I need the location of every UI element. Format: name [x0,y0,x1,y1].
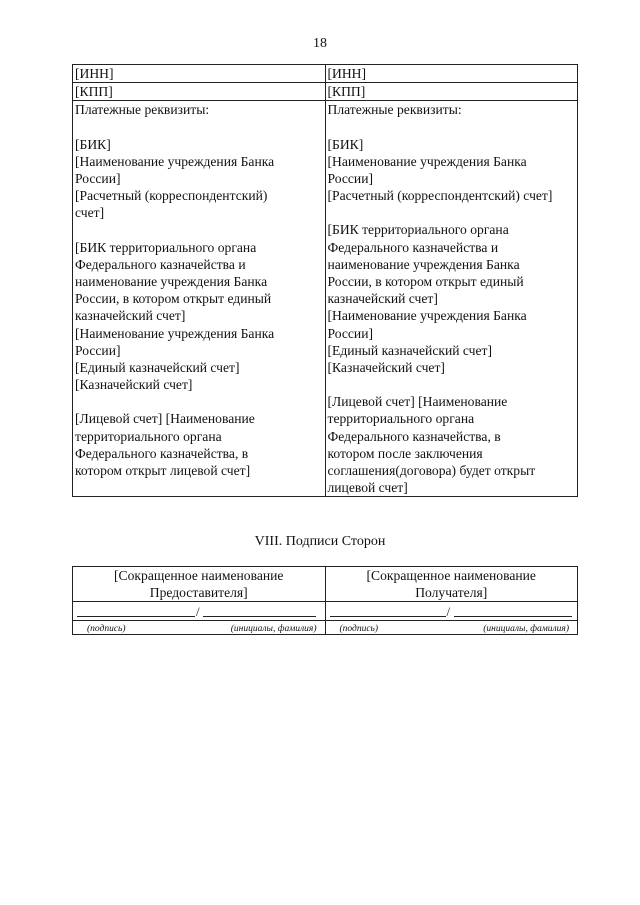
left-signatory-name [73,567,326,602]
left-signature-field[interactable] [73,602,326,621]
signatures-table [72,566,578,635]
right-line: лицевой счет] [327,480,408,496]
left-line: России] [75,171,121,187]
right-name-line2: Получателя] [415,585,488,600]
left-kpp: [КПП] [75,84,113,100]
slash: / [196,604,200,619]
signature-names-row [73,567,578,602]
left-line: наименование учреждения Банка [75,274,268,290]
page-number: 18 [313,36,327,51]
right-signature-field[interactable] [325,602,578,621]
signature-caption: (подпись) [87,624,126,634]
right-line: наименование учреждения Банка [327,256,520,272]
left-line: котором открыт лицевой счет] [75,463,251,479]
left-line: Федерального казначейства и [75,256,246,272]
left-line: России, в котором открыт единый [75,291,272,307]
left-inn: [ИНН] [75,66,114,81]
right-line: казначейский счет] [327,291,438,307]
right-line: [Единый казначейский счет] [327,342,492,358]
left-line: [Казначейский счет] [75,377,193,393]
spacer [75,222,323,239]
right-line: России] [327,325,374,341]
spacer [328,204,576,221]
left-line: счет] [75,205,105,221]
right-kpp-cell [325,83,578,101]
left-name-line2: Предоставителя] [149,585,248,600]
signature-caption: (подпись) [339,624,379,634]
right-name-line1: [Сокращенное наименование [366,568,536,583]
right-line: Федерального казначейства, в [327,428,501,444]
spacer [328,119,576,136]
right-line: [БИК] [327,136,364,152]
left-payment-header: Платежные реквизиты: [75,102,210,118]
left-line: [Единый казначейский счет] [75,360,240,376]
right-signatory-name [325,567,578,602]
right-line: соглашения(договора) будет открыт [327,463,536,479]
right-line: России] [327,171,374,187]
requisites-table [72,64,578,497]
right-line: [Лицевой счет] [Наименование [327,394,508,410]
right-line: котором после заключения [327,445,483,461]
left-line: России] [75,342,121,358]
signature-captions-row [73,621,578,635]
left-line: [БИК] [75,136,111,152]
left-name-line1: [Сокращенное наименование [114,568,284,583]
left-line: Федерального казначейства, в [75,445,249,461]
signature-lines-row [73,602,578,621]
right-kpp: [КПП] [327,84,366,100]
signature-line [330,616,446,617]
left-line: [Лицевой счет] [Наименование [75,411,255,427]
inn-row [73,65,578,83]
left-kpp-cell [73,83,326,101]
left-line: казначейский счет] [75,308,186,324]
left-inn-kpp-cell [73,65,326,83]
spacer [75,393,323,410]
right-line: России, в котором открыт единый [327,274,524,290]
right-line: [Наименование учреждения Банка [327,308,527,324]
kpp-row [73,83,578,101]
left-payment-cell [73,101,326,497]
right-line: [Наименование учреждения Банка [327,153,527,169]
initials-line [454,616,572,617]
payment-row [73,101,578,497]
initials-caption: (инициалы, фамилия) [483,624,569,634]
left-line: [Расчетный (корреспондентский) [75,188,268,204]
right-line: Федерального казначейства и [327,239,499,255]
right-line: [Расчетный (корреспондентский) счет] [327,188,553,204]
signature-line [77,616,195,617]
right-captions [325,621,578,635]
left-line: [Наименование учреждения Банка [75,153,275,169]
right-inn: [ИНН] [327,66,367,81]
right-inn-kpp-cell [325,65,578,83]
right-line: территориального органа [327,411,475,427]
slash: / [446,604,451,619]
initials-caption: (инициалы, фамилия) [230,624,317,634]
left-line: [Наименование учреждения Банка [75,325,275,341]
right-line: [БИК территориального органа [327,222,509,238]
left-line: территориального органа [75,428,222,444]
spacer [75,119,323,136]
spacer [328,376,576,393]
left-captions [73,621,326,635]
right-line: [Казначейский счет] [327,360,445,376]
left-line: [БИК территориального органа [75,239,257,255]
right-payment-cell [325,101,578,497]
section-title: VIII. Подписи Сторон [254,534,386,549]
right-payment-header: Платежные реквизиты: [327,102,462,118]
initials-line [203,616,316,617]
